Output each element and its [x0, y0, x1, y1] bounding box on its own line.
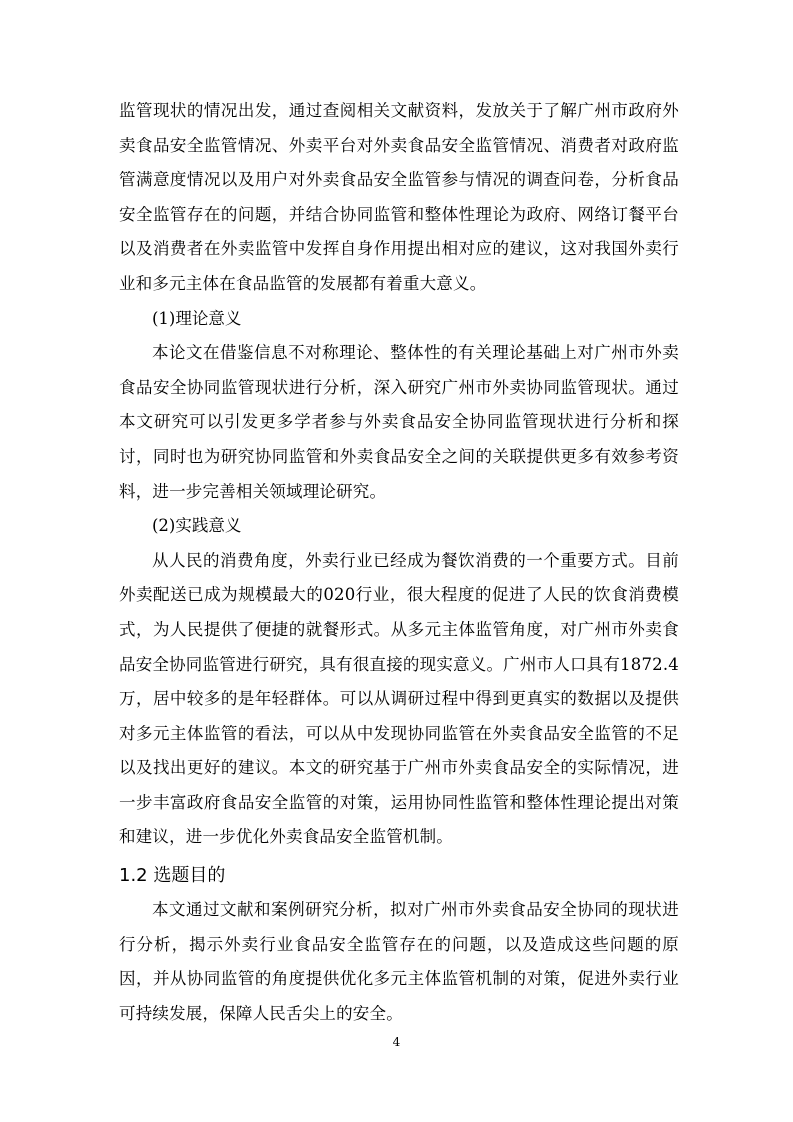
section-heading: 1.2 选题目的	[119, 865, 226, 887]
intro-paragraph: 监管现状的情况出发，通过查阅相关文献资料，发放关于了解广州市政府外卖食品安全监管情况、外卖平台对外卖食品安全监管情况、消费者对政府监管满意度情况以及用户对外卖食品安全监管参与情况的调查问卷，分析食品安全监管存在的问题，并结合协同监管和整体性理论为政府、网络订餐平台以及消费者在外卖监管中发挥自身作用提出相对应的建议，这对我国外卖行业和多元主体在食品监管的发展都有着重大意义。	[119, 101, 679, 293]
theory-significance-paragraph: 本论文在借鉴信息不对称理论、整体性的有关理论基础上对广州市外卖食品安全协同监管现状进行分析，深入研究广州市外卖协同监管现状。通过本文研究可以引发更多学者参与外卖食品安全协同监管现状进行分析和探讨，同时也为研究协同监管和外卖食品安全之间的关联提供更多有效参考资料，进一步完善相关领域理论研究。	[119, 343, 679, 501]
page-number: 4	[392, 1035, 401, 1049]
page-content	[119, 94, 679, 1031]
theory-significance-heading: (1)理论意义	[152, 308, 242, 328]
practice-significance-paragraph: 从人民的消费角度，外卖行业已经成为餐饮消费的一个重要方式。目前外卖配送已成为规模最大的020行业，很大程度的促进了人民的饮食消费模式，为人民提供了便捷的就餐形式。从多元主体监管角度，对广州市外卖食品安全协同监管进行研究，具有很直接的现实意义。广州市人口具有1872.4万，居中较多的是年轻群体。可以从调研过程中得到更真实的数据以及提供对多元主体监管的看法，可以从中发现协同监管在外卖食品安全监管的不足以及找出更好的建议。本文的研究基于广州市外卖食品安全的实际情况，进一步丰富政府食品安全监管的对策，运用协同性监管和整体性理论提出对策和建议，进一步优化外卖食品安全监管机制。	[119, 550, 679, 847]
section-paragraph: 本文通过文献和案例研究分析，拟对广州市外卖食品安全协同的现状进行分析，揭示外卖行业食品安全监管存在的问题，以及造成这些问题的原因，并从协同监管的角度提供优化多元主体监管机制的对策，促进外卖行业可持续发展，保障人民舌尖上的安全。	[119, 900, 679, 1023]
practice-significance-heading: (2)实践意义	[152, 516, 242, 536]
